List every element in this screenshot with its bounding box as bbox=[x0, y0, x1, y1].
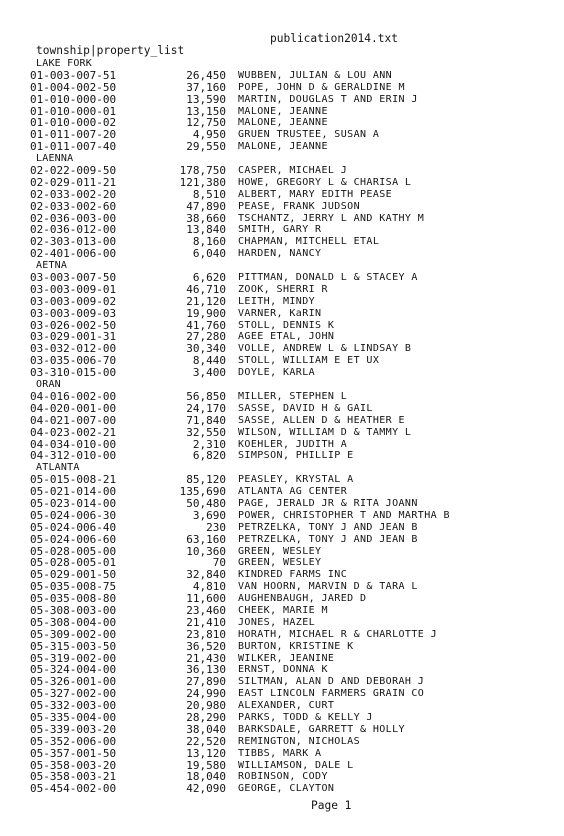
owner-name: TIBBS, MARK A bbox=[238, 747, 322, 759]
property-row bbox=[30, 177, 530, 189]
owner-name: KOEHLER, JUDITH A bbox=[238, 438, 348, 450]
owner-name: EAST LINCOLN FARMERS GRAIN CO bbox=[238, 688, 425, 700]
owner-name: CHEEK, MARIE M bbox=[238, 604, 328, 616]
parcel-number: 02-036-003-00 bbox=[30, 211, 117, 225]
assessed-value: 70 bbox=[212, 556, 226, 570]
parcel-number: 05-358-003-20 bbox=[30, 758, 117, 772]
owner-name: SIMPSON, PHILLIP E bbox=[238, 450, 354, 462]
parcel-number: 05-035-008-75 bbox=[30, 580, 117, 594]
owner-name: PAGE, JERALD JR & RITA JOANN bbox=[238, 497, 418, 509]
owner-name: STOLL, WILLIAM E ET UX bbox=[238, 355, 380, 367]
owner-name: GRUEN TRUSTEE, SUSAN A bbox=[238, 129, 380, 141]
parcel-number: 02-022-009-50 bbox=[30, 164, 117, 178]
assessed-value: 38,040 bbox=[186, 722, 226, 736]
owner-name: DOYLE, KARLA bbox=[238, 367, 316, 379]
owner-name: ROBINSON, CODY bbox=[238, 771, 328, 783]
owner-name: BURTON, KRISTINE K bbox=[238, 640, 354, 652]
assessed-value: 10,360 bbox=[186, 544, 226, 558]
assessed-value: 6,040 bbox=[192, 247, 226, 261]
owner-name: WILLIAMSON, DALE L bbox=[238, 759, 354, 771]
assessed-value: 4,810 bbox=[192, 580, 226, 594]
assessed-value: 30,340 bbox=[186, 342, 226, 356]
township-heading: ORAN bbox=[36, 379, 61, 391]
parcel-number: 03-003-009-02 bbox=[30, 294, 117, 308]
assessed-value: 46,710 bbox=[186, 282, 226, 296]
assessed-value: 11,600 bbox=[186, 592, 226, 606]
parcel-number: 05-028-005-00 bbox=[30, 544, 117, 558]
owner-name: TSCHANTZ, JERRY L AND KATHY M bbox=[238, 212, 425, 224]
property-row bbox=[30, 415, 530, 427]
parcel-number: 03-032-012-00 bbox=[30, 342, 117, 356]
owner-name: VAN HOORN, MARVIN D & TARA L bbox=[238, 581, 418, 593]
parcel-number: 01-003-007-51 bbox=[30, 68, 117, 82]
assessed-value: 3,690 bbox=[192, 508, 226, 522]
assessed-value: 121,380 bbox=[179, 175, 226, 189]
parcel-number: 05-024-006-60 bbox=[30, 532, 117, 546]
property-row bbox=[30, 427, 530, 439]
assessed-value: 4,950 bbox=[192, 128, 226, 142]
assessed-value: 230 bbox=[206, 520, 226, 534]
parcel-number: 01-004-002-50 bbox=[30, 80, 117, 94]
assessed-value: 21,120 bbox=[186, 294, 226, 308]
parcel-number: 02-033-002-60 bbox=[30, 199, 117, 213]
parcel-number: 05-021-014-00 bbox=[30, 485, 117, 499]
parcel-number: 02-401-006-00 bbox=[30, 247, 117, 261]
parcel-number: 03-003-009-01 bbox=[30, 282, 117, 296]
property-row bbox=[30, 522, 530, 534]
parcel-number: 05-029-001-50 bbox=[30, 568, 117, 582]
property-row bbox=[30, 534, 530, 546]
owner-name: AGEE ETAL, JOHN bbox=[238, 331, 335, 343]
parcel-number: 05-327-002-00 bbox=[30, 687, 117, 701]
parcel-number: 04-021-007-00 bbox=[30, 413, 117, 427]
owner-name: GEORGE, CLAYTON bbox=[238, 783, 335, 795]
parcel-number: 02-303-013-00 bbox=[30, 235, 117, 249]
parcel-number: 05-324-004-00 bbox=[30, 663, 117, 677]
page-footer: Page 1 bbox=[311, 799, 352, 812]
parcel-number: 05-332-003-00 bbox=[30, 699, 117, 713]
owner-name: SILTMAN, ALAN D AND DEBORAH J bbox=[238, 676, 425, 688]
owner-name: PETRZELKA, TONY J AND JEAN B bbox=[238, 533, 418, 545]
owner-name: HOWE, GREGORY L & CHARISA L bbox=[238, 176, 412, 188]
assessed-value: 26,450 bbox=[186, 68, 226, 82]
owner-name: GREEN, WESLEY bbox=[238, 545, 322, 557]
assessed-value: 37,160 bbox=[186, 80, 226, 94]
owner-name: HORATH, MICHAEL R & CHARLOTTE J bbox=[238, 628, 438, 640]
property-row bbox=[30, 510, 530, 522]
property-row bbox=[30, 367, 530, 379]
parcel-number: 03-029-001-31 bbox=[30, 330, 117, 344]
property-row bbox=[30, 783, 530, 795]
assessed-value: 22,520 bbox=[186, 734, 226, 748]
parcel-number: 04-016-002-00 bbox=[30, 389, 117, 403]
owner-name: SMITH, GARY R bbox=[238, 224, 322, 236]
property-row bbox=[30, 248, 530, 260]
owner-name: PEASLEY, KRYSTAL A bbox=[238, 474, 354, 486]
owner-name: BARKSDALE, GARRETT & HOLLY bbox=[238, 723, 405, 735]
parcel-number: 02-033-002-20 bbox=[30, 187, 117, 201]
property-row bbox=[30, 189, 530, 201]
parcel-number: 01-010-000-01 bbox=[30, 104, 117, 118]
parcel-number: 05-028-005-01 bbox=[30, 556, 117, 570]
assessed-value: 50,480 bbox=[186, 496, 226, 510]
assessed-value: 47,890 bbox=[186, 199, 226, 213]
parcel-number: 02-036-012-00 bbox=[30, 223, 117, 237]
township-heading: LAENNA bbox=[36, 153, 74, 165]
assessed-value: 3,400 bbox=[192, 366, 226, 380]
owner-name: MILLER, STEPHEN L bbox=[238, 390, 348, 402]
township-heading: LAKE FORK bbox=[36, 58, 92, 69]
assessed-value: 18,040 bbox=[186, 770, 226, 784]
parcel-number: 03-035-006-70 bbox=[30, 354, 117, 368]
assessed-value: 6,820 bbox=[192, 449, 226, 463]
owner-name: ALEXANDER, CURT bbox=[238, 700, 335, 712]
assessed-value: 63,160 bbox=[186, 532, 226, 546]
owner-name: HARDEN, NANCY bbox=[238, 248, 322, 260]
assessed-value: 13,840 bbox=[186, 223, 226, 237]
owner-name: LEITH, MINDY bbox=[238, 295, 316, 307]
property-row bbox=[30, 201, 530, 213]
assessed-value: 135,690 bbox=[179, 485, 226, 499]
owner-name: VOLLE, ANDREW L & LINDSAY B bbox=[238, 343, 412, 355]
parcel-number: 02-029-011-21 bbox=[30, 175, 117, 189]
assessed-value: 2,310 bbox=[192, 437, 226, 451]
parcel-number: 04-034-010-00 bbox=[30, 437, 117, 451]
property-row bbox=[30, 748, 530, 760]
assessed-value: 24,170 bbox=[186, 401, 226, 415]
parcel-number: 05-024-006-30 bbox=[30, 508, 117, 522]
parcel-number: 03-003-009-03 bbox=[30, 306, 117, 320]
parcel-number: 03-310-015-00 bbox=[30, 366, 117, 380]
property-row bbox=[30, 82, 530, 94]
parcel-number: 05-023-014-00 bbox=[30, 496, 117, 510]
assessed-value: 42,090 bbox=[186, 782, 226, 796]
property-row bbox=[30, 308, 530, 320]
owner-name: AUGHENBAUGH, JARED D bbox=[238, 593, 367, 605]
assessed-value: 36,130 bbox=[186, 663, 226, 677]
assessed-value: 36,520 bbox=[186, 639, 226, 653]
parcel-number: 05-454-002-00 bbox=[30, 782, 117, 796]
owner-name: STOLL, DENNIS K bbox=[238, 319, 335, 331]
assessed-value: 28,290 bbox=[186, 710, 226, 724]
property-row bbox=[30, 629, 530, 641]
assessed-value: 85,120 bbox=[186, 473, 226, 487]
document-filename: publication2014.txt bbox=[270, 32, 398, 45]
assessed-value: 12,750 bbox=[186, 116, 226, 130]
owner-name: CASPER, MICHAEL J bbox=[238, 165, 348, 177]
parcel-number: 05-035-008-80 bbox=[30, 592, 117, 606]
assessed-value: 8,440 bbox=[192, 354, 226, 368]
owner-name: WUBBEN, JULIAN & LOU ANN bbox=[238, 69, 393, 81]
assessed-value: 27,890 bbox=[186, 675, 226, 689]
owner-name: SASSE, ALLEN D & HEATHER E bbox=[238, 414, 405, 426]
owner-name: JONES, HAZEL bbox=[238, 616, 316, 628]
township-heading: AETNA bbox=[36, 260, 68, 272]
property-row bbox=[30, 94, 530, 106]
assessed-value: 32,550 bbox=[186, 425, 226, 439]
parcel-number: 05-339-003-20 bbox=[30, 722, 117, 736]
owner-name: MALONE, JEANNE bbox=[238, 117, 328, 129]
parcel-number: 05-309-002-00 bbox=[30, 627, 117, 641]
assessed-value: 6,620 bbox=[192, 271, 226, 285]
assessed-value: 56,850 bbox=[186, 389, 226, 403]
owner-name: ATLANTA AG CENTER bbox=[238, 486, 348, 498]
parcel-number: 04-312-010-00 bbox=[30, 449, 117, 463]
owner-name: CHAPMAN, MITCHELL ETAL bbox=[238, 236, 380, 248]
parcel-number: 05-357-001-50 bbox=[30, 746, 117, 760]
parcel-number: 05-024-006-40 bbox=[30, 520, 117, 534]
parcel-number: 05-315-003-50 bbox=[30, 639, 117, 653]
owner-name: ZOOK, SHERRI R bbox=[238, 283, 328, 295]
owner-name: POWER, CHRISTOPHER T AND MARTHA B bbox=[238, 509, 450, 521]
owner-name: SASSE, DAVID H & GAIL bbox=[238, 402, 373, 414]
owner-name: REMINGTON, NICHOLAS bbox=[238, 735, 360, 747]
owner-name: POPE, JOHN D & GERALDINE M bbox=[238, 81, 405, 93]
property-list bbox=[30, 58, 530, 795]
owner-name: PEASE, FRANK JUDSON bbox=[238, 200, 360, 212]
assessed-value: 23,460 bbox=[186, 603, 226, 617]
property-row bbox=[30, 403, 530, 415]
owner-name: WILSON, WILLIAM D & TAMMY L bbox=[238, 426, 412, 438]
assessed-value: 32,840 bbox=[186, 568, 226, 582]
assessed-value: 20,980 bbox=[186, 699, 226, 713]
owner-name: PITTMAN, DONALD L & STACEY A bbox=[238, 272, 418, 284]
parcel-number: 05-358-003-21 bbox=[30, 770, 117, 784]
assessed-value: 21,430 bbox=[186, 651, 226, 665]
assessed-value: 71,840 bbox=[186, 413, 226, 427]
assessed-value: 27,280 bbox=[186, 330, 226, 344]
assessed-value: 8,160 bbox=[192, 235, 226, 249]
assessed-value: 38,660 bbox=[186, 211, 226, 225]
column-header: township|property_list bbox=[36, 44, 185, 57]
owner-name: VARNER, KaRIN bbox=[238, 307, 322, 319]
property-row bbox=[30, 141, 530, 153]
parcel-number: 05-319-002-00 bbox=[30, 651, 117, 665]
property-row bbox=[30, 724, 530, 736]
parcel-number: 05-326-001-00 bbox=[30, 675, 117, 689]
property-row bbox=[30, 450, 530, 462]
parcel-number: 05-308-004-00 bbox=[30, 615, 117, 629]
owner-name: MARTIN, DOUGLAS T AND ERIN J bbox=[238, 93, 418, 105]
owner-name: KINDRED FARMS INC bbox=[238, 569, 348, 581]
owner-name: GREEN, WESLEY bbox=[238, 557, 322, 569]
assessed-value: 24,990 bbox=[186, 687, 226, 701]
owner-name: WILKER, JEANINE bbox=[238, 652, 335, 664]
parcel-number: 01-011-007-40 bbox=[30, 140, 117, 154]
assessed-value: 19,580 bbox=[186, 758, 226, 772]
parcel-number: 03-003-007-50 bbox=[30, 271, 117, 285]
property-row bbox=[30, 70, 530, 82]
parcel-number: 05-015-008-21 bbox=[30, 473, 117, 487]
property-row bbox=[30, 736, 530, 748]
parcel-number: 03-026-002-50 bbox=[30, 318, 117, 332]
assessed-value: 41,760 bbox=[186, 318, 226, 332]
owner-name: MALONE, JEANNE bbox=[238, 105, 328, 117]
assessed-value: 21,410 bbox=[186, 615, 226, 629]
parcel-number: 05-352-006-00 bbox=[30, 734, 117, 748]
owner-name: ALBERT, MARY EDITH PEASE bbox=[238, 188, 393, 200]
assessed-value: 23,810 bbox=[186, 627, 226, 641]
property-row bbox=[30, 641, 530, 653]
assessed-value: 19,900 bbox=[186, 306, 226, 320]
parcel-number: 04-023-002-21 bbox=[30, 425, 117, 439]
parcel-number: 01-010-000-00 bbox=[30, 92, 117, 106]
owner-name: ERNST, DONNA K bbox=[238, 664, 328, 676]
assessed-value: 8,510 bbox=[192, 187, 226, 201]
parcel-number: 04-020-001-00 bbox=[30, 401, 117, 415]
assessed-value: 13,120 bbox=[186, 746, 226, 760]
assessed-value: 13,590 bbox=[186, 92, 226, 106]
owner-name: MALONE, JEANNE bbox=[238, 141, 328, 153]
property-row bbox=[30, 296, 530, 308]
assessed-value: 29,550 bbox=[186, 140, 226, 154]
parcel-number: 05-308-003-00 bbox=[30, 603, 117, 617]
assessed-value: 178,750 bbox=[179, 164, 226, 178]
parcel-number: 05-335-004-00 bbox=[30, 710, 117, 724]
parcel-number: 01-011-007-20 bbox=[30, 128, 117, 142]
township-heading: ATLANTA bbox=[36, 462, 80, 474]
parcel-number: 01-010-000-02 bbox=[30, 116, 117, 130]
assessed-value: 13,150 bbox=[186, 104, 226, 118]
owner-name: PETRZELKA, TONY J AND JEAN B bbox=[238, 521, 418, 533]
owner-name: PARKS, TODD & KELLY J bbox=[238, 711, 373, 723]
property-row bbox=[30, 617, 530, 629]
